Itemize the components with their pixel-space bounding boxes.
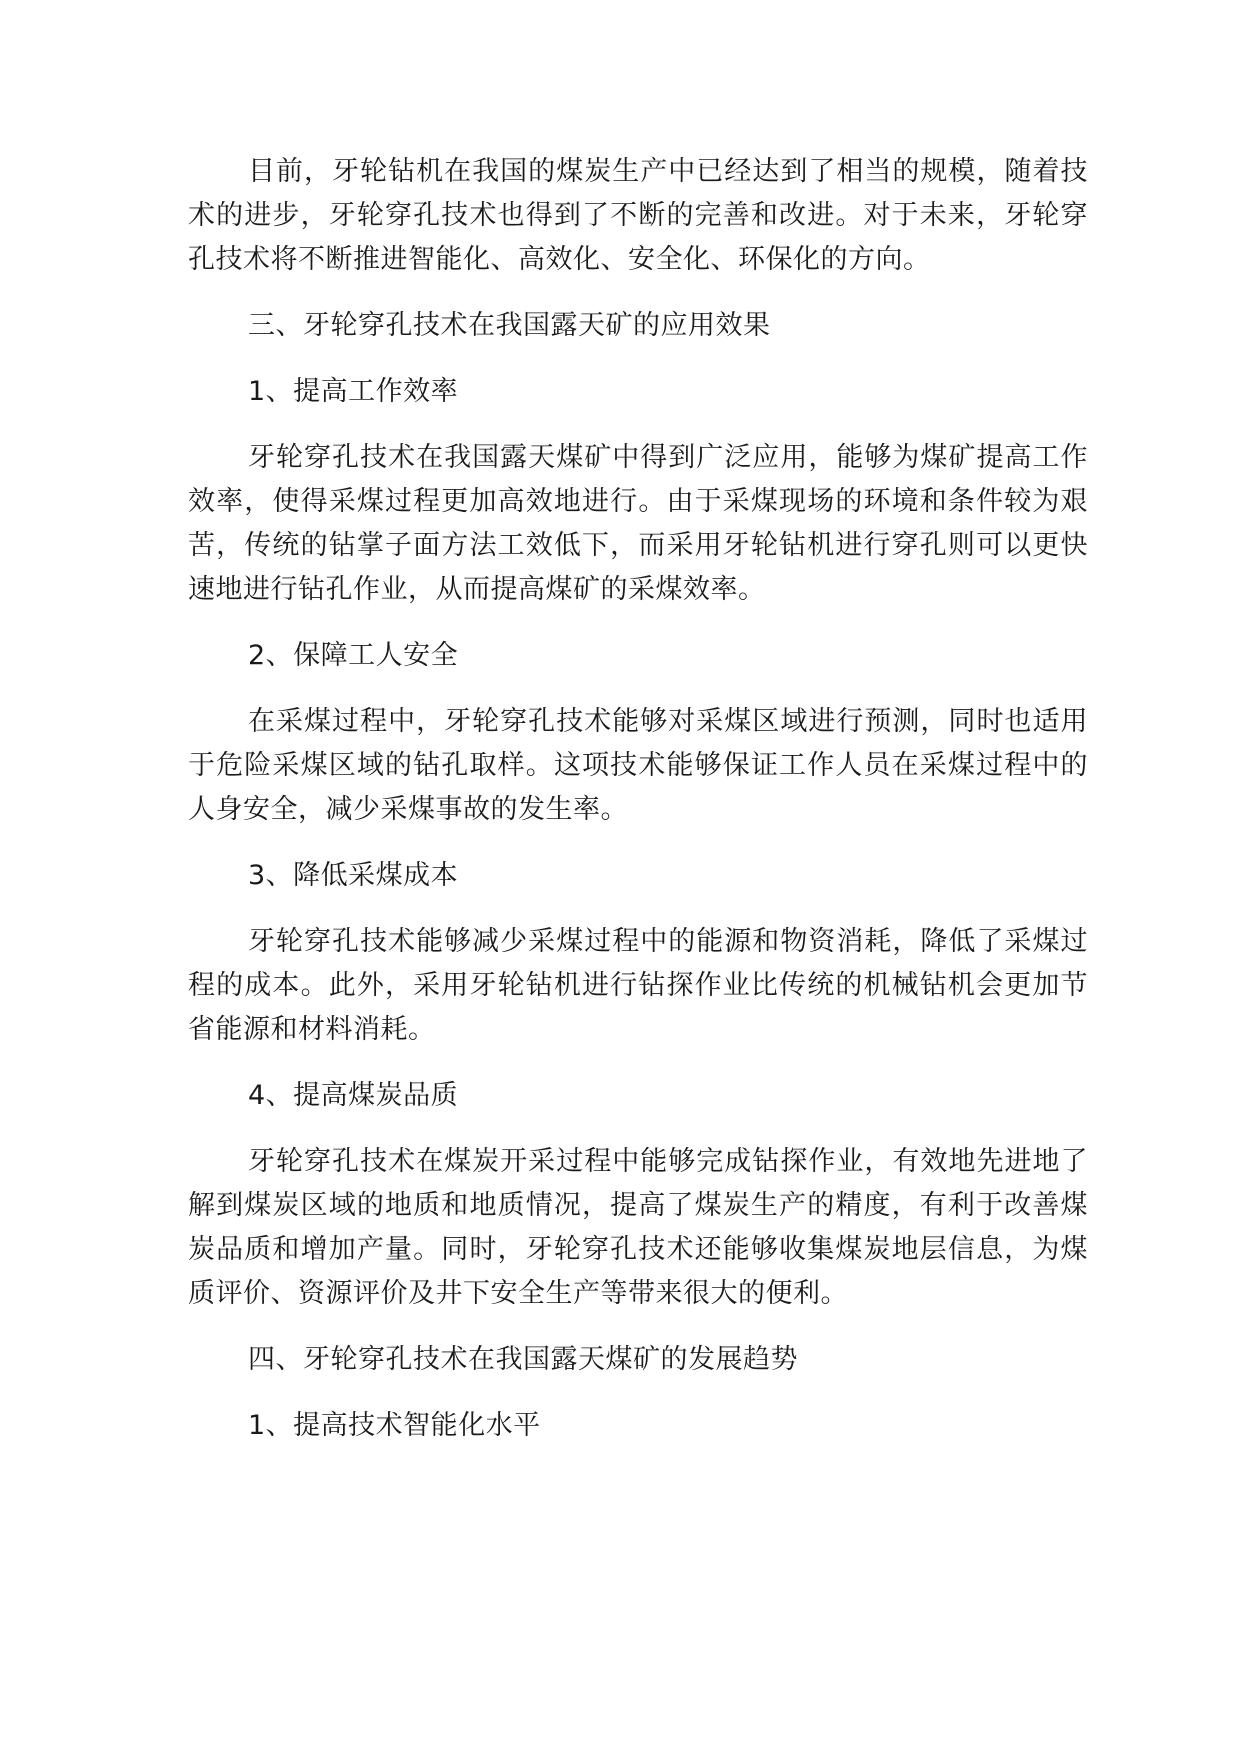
document-body — [188, 150, 1088, 1470]
paragraph-cost: 牙轮穿孔技术能够减少采煤过程中的能源和物资消耗，降低了采煤过程的成本。此外，采用牙轮钻机进行钻探作业比传统的机械钻机会更加节省能源和材料消耗。 — [188, 926, 1088, 1045]
section-heading-4: 四、牙轮穿孔技术在我国露天煤矿的发展趋势 — [248, 1344, 798, 1375]
subheading-4-1: 1、提高技术智能化水平 — [248, 1410, 541, 1441]
paragraph-efficiency: 牙轮穿孔技术在我国露天煤矿中得到广泛应用，能够为煤矿提高工作效率，使得采煤过程更加高效地进行。由于采煤现场的环境和条件较为艰苦，传统的钻掌子面方法工效低下，而采用牙轮钻机进行穿孔则可以更快速地进行钻孔作业，从而提高煤矿的采煤效率。 — [188, 442, 1088, 605]
paragraph-intro: 目前，牙轮钻机在我国的煤炭生产中已经达到了相当的规模，随着技术的进步，牙轮穿孔技术也得到了不断的完善和改进。对于未来，牙轮穿孔技术将不断推进智能化、高效化、安全化、环保化的方向。 — [188, 156, 1088, 275]
subheading-3-3: 3、降低采煤成本 — [248, 860, 459, 891]
subheading-3-1: 1、提高工作效率 — [248, 376, 459, 407]
paragraph-safety: 在采煤过程中，牙轮穿孔技术能够对采煤区域进行预测，同时也适用于危险采煤区域的钻孔取样。这项技术能够保证工作人员在采煤过程中的人身安全，减少采煤事故的发生率。 — [188, 706, 1088, 825]
paragraph-quality: 牙轮穿孔技术在煤炭开采过程中能够完成钻探作业，有效地先进地了解到煤炭区域的地质和地质情况，提高了煤炭生产的精度，有利于改善煤炭品质和增加产量。同时，牙轮穿孔技术还能够收集煤炭地层信息，为煤质评价、资源评价及井下安全生产等带来很大的便利。 — [188, 1146, 1088, 1309]
subheading-3-4: 4、提高煤炭品质 — [248, 1080, 459, 1111]
section-heading-3: 三、牙轮穿孔技术在我国露天矿的应用效果 — [248, 310, 771, 341]
subheading-3-2: 2、保障工人安全 — [248, 640, 459, 671]
